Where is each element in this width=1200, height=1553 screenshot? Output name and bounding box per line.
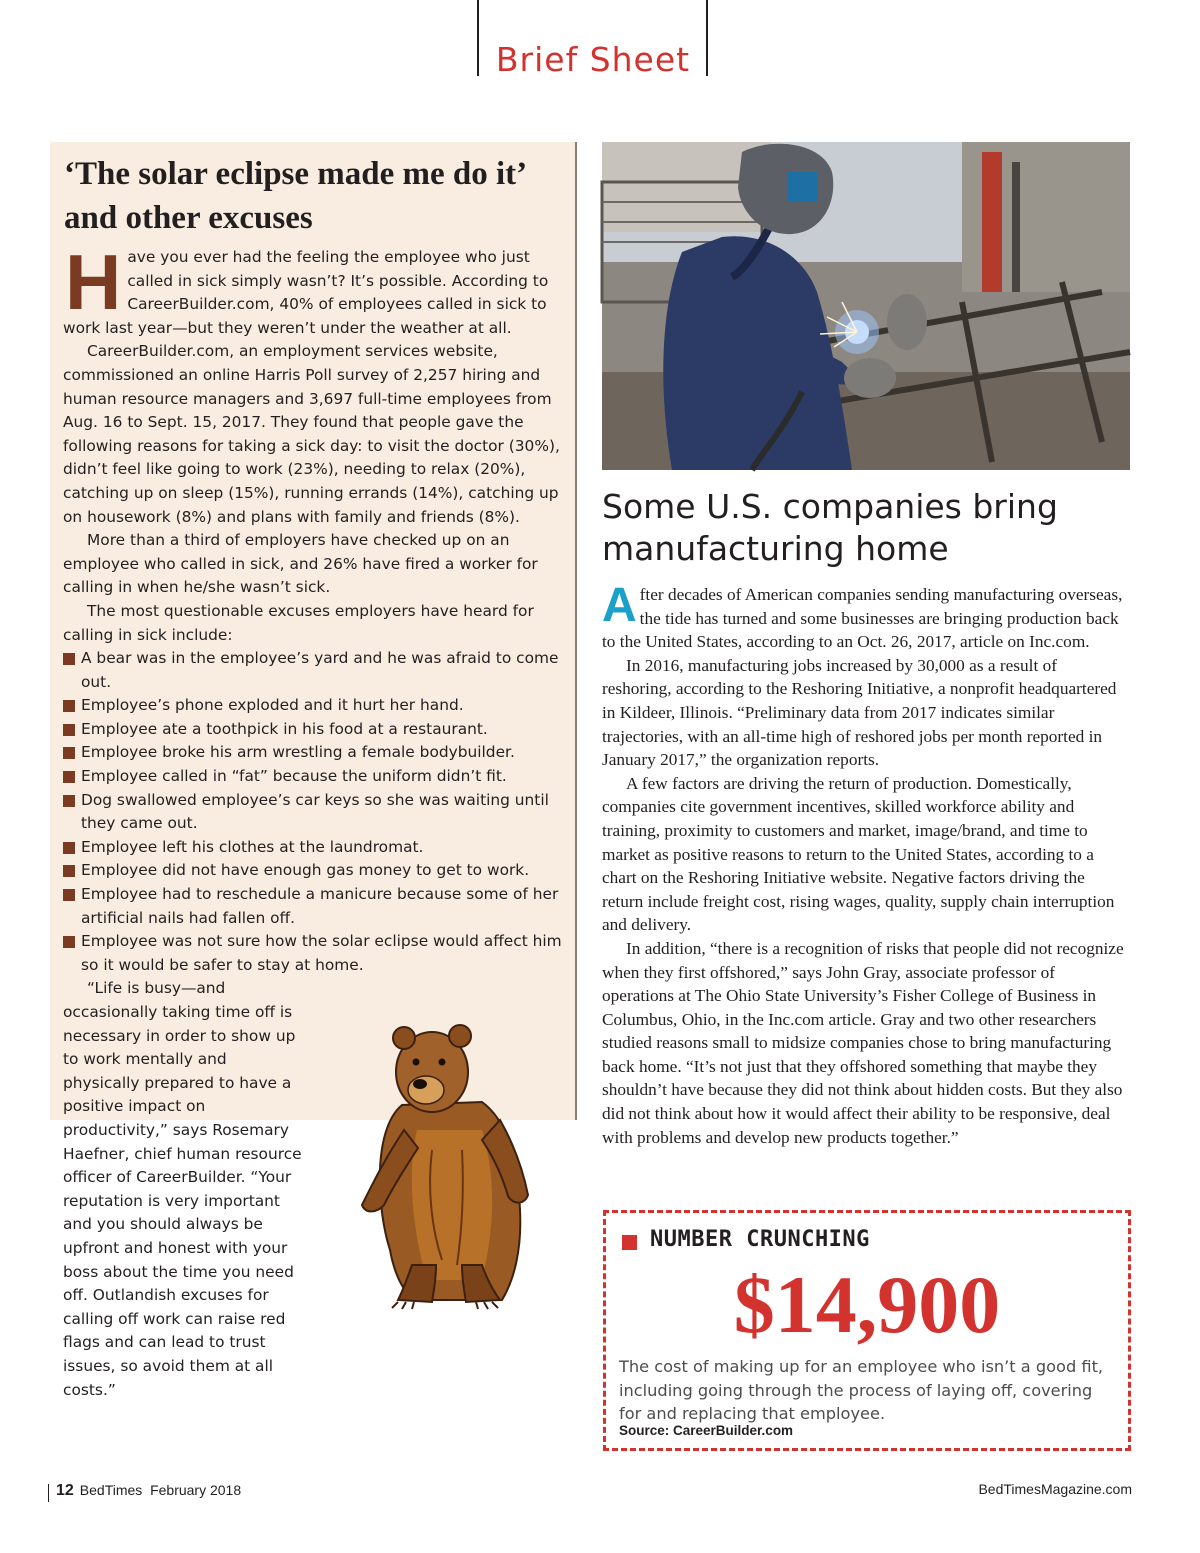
publication-date: BedTimes February 2018 bbox=[79, 1482, 242, 1498]
excuse-item: Employee had to reschedule a manicure because some of her artificial nails had fallen off. bbox=[63, 883, 563, 930]
excuse-item: Employee left his clothes at the laundromat. bbox=[63, 836, 563, 860]
welder-photo bbox=[602, 142, 1130, 470]
footer-left bbox=[56, 1482, 241, 1500]
excuses-sidebar bbox=[50, 142, 577, 1399]
excuse-item: Employee called in “fat” because the uniform didn’t fit. bbox=[63, 765, 563, 789]
section-title: Brief Sheet bbox=[495, 40, 691, 79]
excuse-item: Dog swallowed employee’s car keys so she was waiting until they came out. bbox=[63, 789, 563, 836]
sidebar-closing-quote: “Life is busy—and occasionally taking time off is necessary in order to show up to work mentally and physically prepared to have a positive impact on productivity,” says Rosemary Haefner, chief human resource officer of CareerBuilder. “Your reputation is very important and you should always be upfront and honest with your boss about the time you need off. Outlandish excuses for calling off work can raise red flags and can lead to trust issues, so avoid them at all costs.” bbox=[63, 979, 302, 1399]
sidebar-headline: ‘The solar eclipse made me do it’ and other excuses bbox=[64, 156, 525, 236]
square-bullet-icon bbox=[622, 1235, 637, 1250]
article-lead-paragraph bbox=[602, 579, 1128, 654]
number-crunching-source: Source: CareerBuilder.com bbox=[619, 1423, 794, 1438]
excuse-item: Employee ate a toothpick in his food at a restaurant. bbox=[63, 718, 563, 742]
sidebar-dropcap: H bbox=[65, 238, 122, 326]
sidebar-paragraph: CareerBuilder.com, an employment services website, commissioned an online Harris Poll survey of 2,257 hiring and human resource managers and 3,697 full-time employees from Aug. 16 to Sept. 15, 2017. They found that people gave the following reasons for taking a sick day: to visit the doctor (30%), didn’t feel like going to work (23%), needing to relax (20%), catching up on sleep (15%), running errands (14%), catching up on housework (8%) and plans with family and friends (8%). bbox=[63, 342, 560, 526]
article-paragraph: In addition, “there is a recognition of risks that people did not recognize when they first offshored,” says John Gray, associate professor of operations at The Ohio State University’s Fisher College of Business in Columbus, Ohio, in the Inc.com article. Gray and two other researchers studied reasons small to midsize companies chose to bring manufacturing back home. “It’s not just that they offshored something that maybe they shouldn’t have because they did not think about hidden costs. But they also did not think about how it would affect their ability to be responsive, deal with problems and develop new products together.” bbox=[602, 938, 1124, 1147]
footer-rule bbox=[48, 1484, 49, 1502]
excuse-item: Employee broke his arm wrestling a female bodybuilder. bbox=[63, 741, 563, 765]
article-paragraph: A few factors are driving the return of production. Domestically, companies cite government incentives, skilled workforce ability and training, proximity to customers and market, image/brand, and time to market as positive reasons to return to the United States, according to a chart on the Reshoring Initiative website. Negative factors driving the return include freight cost, rising wages, quality, supply chain interruption and delivery. bbox=[602, 773, 1115, 935]
article-dropcap: A bbox=[602, 579, 637, 632]
excuse-item: Employee did not have enough gas money to get to work. bbox=[63, 859, 563, 883]
excuses-list bbox=[63, 647, 563, 977]
excuse-item: Employee’s phone exploded and it hurt her hand. bbox=[63, 694, 563, 718]
number-crunching-label: NUMBER CRUNCHING bbox=[650, 1227, 870, 1252]
article-headline: Some U.S. companies bring manufacturing home bbox=[602, 487, 1058, 568]
number-crunching-box bbox=[603, 1210, 1131, 1451]
article-paragraph: In 2016, manufacturing jobs increased by 30,000 as a result of reshoring, according to the Reshoring Initiative, a nonprofit headquartered in Kildeer, Illinois. “Preliminary data from 2017 indicates similar trajectories, with an all-time high of reshored jobs per month reported in January 2017,” the organization reports. bbox=[602, 655, 1117, 770]
excuse-item: Employee was not sure how the solar eclipse would affect him so it would be safer to stay at home. bbox=[63, 930, 563, 977]
standing-bear-illustration bbox=[332, 1010, 562, 1310]
article-body bbox=[602, 579, 1128, 1149]
sidebar-paragraph: The most questionable excuses employers have heard for calling in sick include: bbox=[63, 601, 534, 644]
sidebar-paragraph: More than a third of employers have checked up on an employee who called in sick, and 26% have fired a worker for calling in when he/she wasn’t sick. bbox=[63, 531, 538, 597]
footer-website: BedTimesMagazine.com bbox=[978, 1481, 1132, 1497]
sidebar-lead-text: ave you ever had the feeling the employee who just called in sick simply wasn’t? It’s possible. According to CareerBuilder.com, 40% of employees called in sick to work last year—but they weren’t under the weather at all. bbox=[63, 248, 549, 337]
page-number: 12 bbox=[56, 1482, 74, 1499]
article-lead-text: fter decades of American companies sending manufacturing overseas, the tide has turned and some businesses are bringing production back to the United States, according to an Oct. 26, 2017, article on Inc.com. bbox=[602, 585, 1123, 652]
number-crunching-value: $14,900 bbox=[733, 1259, 1001, 1350]
number-crunching-description: The cost of making up for an employee who isn’t a good fit, including going through the process of laying off, covering for and replacing that employee. bbox=[619, 1357, 1104, 1423]
sidebar-lead-paragraph bbox=[63, 238, 563, 340]
excuse-item: A bear was in the employee’s yard and he was afraid to come out. bbox=[63, 647, 563, 694]
